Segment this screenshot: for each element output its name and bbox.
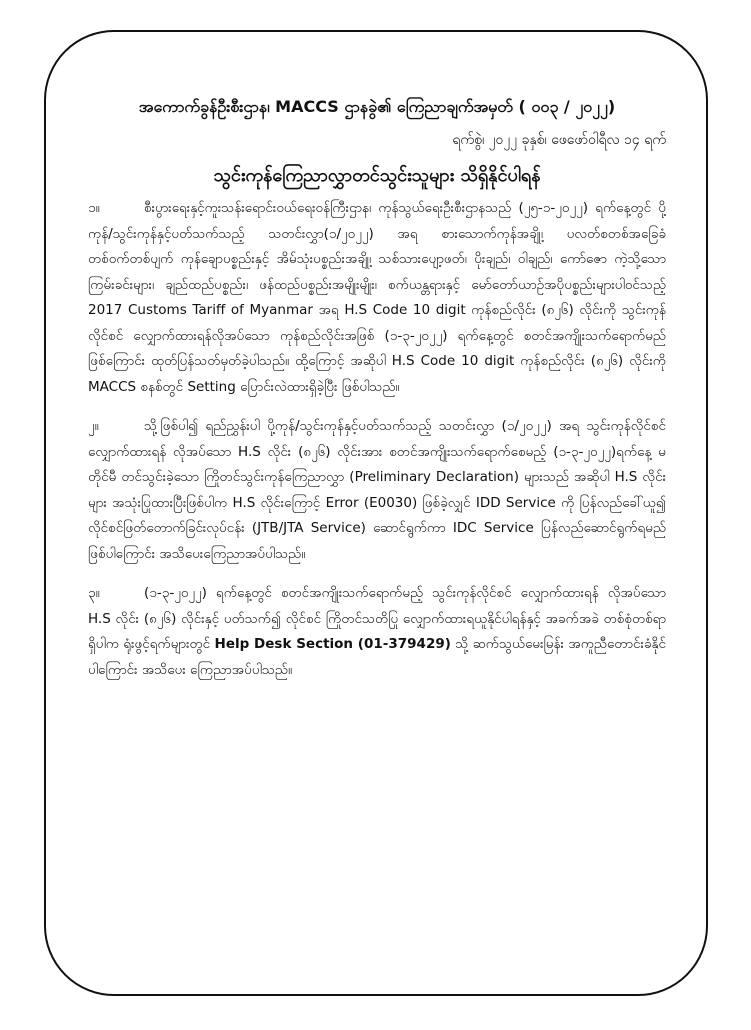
notice-title: သွင်းကုန်ကြေညာလွှာတင်သွင်းသူများ သိရှိနိုင်ပါရန် [213,165,541,186]
paragraph-number: ၃။ [88,585,100,601]
notice-header: အကောက်ခွန်ဦးစီးဌာန၊ MACCS ဌာနခွဲ၏ ကြေညာချက်အမှတ် ( ၀၀၃ / ၂၀၂၂) [138,97,616,116]
paragraph-text-end: သို့ ဆက်သွယ်မေးမြန်း အကူညီတောင်းခံနိုင်ပါကြောင်း အသိပေး ကြေညာအပ်ပါသည်။ [88,636,666,678]
notice-date: ရက်စွဲ၊ ၂၀၂၂ ခုနှစ်၊ ဖေဖော်ဝါရီလ ၁၄ ရက် [452,132,666,148]
paragraph-text: (၁-၃-၂၀၂၂) ရက်နေ့တွင် စတင်အကျိုးသက်ရောက်မည့် သွင်းကုန်လိုင်စင် လျှောက်ထားရန် လိုအပ်သော H.S လိုင်း (၈၂၆) လိုင်းနှင့် ပတ်သက်၍ လိုင်စင် ကြိုတင်သတိပြု လျှောက်ထားရယူနိုင်ပါရန်နှင့် အခက်အခဲ တစ်စုံတစ်ရာရှိပါက ရုံးဖွင့်ရက်များတွင် [88,585,666,652]
paragraph-text: စီးပွားရေးနှင့်ကူးသန်းရောင်းဝယ်ရေးဝန်ကြီးဌာန၊ ကုန်သွယ်ရေးဦးစီးဌာနသည် (၂၅-၁-၂၀၂၂) ရက်နေ့တွင် ပို့ကုန်/သွင်းကုန်နှင့်ပတ်သက်သည့် သတင်းလွှာ(၁/၂၀၂၂) အရ စားသောက်ကုန်အချို့၊ ပလတ်စတစ်အခြေခံ တစ်ဝက်တစ်ပျက် ကုန်ချောပစ္စည်းနှင့် အိမ်သုံးပစ္စည်းအချို့၊ သစ်သားပျော့ဖတ်၊ ပိုးချည်၊ ဝါချည်၊ ကော်ဇော ကဲ့သို့သော ကြမ်းခင်းများ၊ ချည်ထည်ပစ္စည်း၊ ဖန်ထည်ပစ္စည်းအမျိုးမျိုး၊ စက်ယန္တရားနှင့် မော်တော်ယာဉ်အပိုပစ္စည်းများပါဝင်သည့် 2017 Customs Tariff of Myanmar အရ H.S Code 10 digit ကုန်စည်လိုင်း (၈၂၆) လိုင်းကို သွင်းကုန်လိုင်စင် လျှောက်ထားရန်လိုအပ်သော ကုန်စည်လိုင်းအဖြစ် (၁-၃-၂၀၂၂) ရက်နေ့တွင် စတင်အကျိုးသက်ရောက်မည်ဖြစ်ကြောင်း ထုတ်ပြန်သတ်မှတ်ခဲ့ပါသည်။ ထို့ကြောင့် အဆိုပါ H.S Code 10 digit ကုန်စည်လိုင်း (၈၂၆) လိုင်းကို MACCS စနစ်တွင် Setting ပြောင်းလဲထားရှိခဲ့ပြီး ဖြစ်ပါသည်။ [88,200,666,395]
notice-border [44,30,708,996]
help-desk-contact: Help Desk Section (01-379429) [214,636,451,652]
paragraph-text: သို့ဖြစ်ပါ၍ ရည်ညွှန်းပါ ပို့ကုန်/သွင်းကုန်နှင့်ပတ်သက်သည့် သတင်းလွှာ (၁/၂၀၂၂) အရ သွင်းကုန်လိုင်စင်လျှောက်ထားရန် လိုအပ်သော H.S လိုင်း (၈၂၆) လိုင်းအား စတင်အကျိုးသက်ရောက်စေမည့် (၁-၃-၂၀၂၂)ရက်နေ့ မတိုင်မီ တင်သွင်းခဲ့သော ကြိုတင်သွင်းကုန်ကြေညာလွှာ (Preliminary Declaration) များသည် အဆိုပါ H.S လိုင်းများ အသုံးပြုထားပြီးဖြစ်ပါက H.S လိုင်းကြောင့် Error (E0030) ဖြစ်ခဲ့လျှင် IDD Service ကို ပြန်လည်ခေါ်ယူ၍ လိုင်စင်ဖြတ်တောက်ခြင်းလုပ်ငန်း (JTB/JTA Service) ဆောင်ရွက်ကာ IDC Service ပြန်လည်ဆောင်ရွက်ရမည် ဖြစ်ပါကြောင်း အသိပေးကြေညာအပ်ပါသည်။ [88,418,666,562]
paragraph-3 [88,581,666,683]
paragraph-number: ၁။ [88,200,100,216]
paragraph-number: ၂။ [88,418,99,434]
paragraph-2 [88,414,666,567]
notice-content [88,94,666,683]
paragraph-1 [88,196,666,400]
